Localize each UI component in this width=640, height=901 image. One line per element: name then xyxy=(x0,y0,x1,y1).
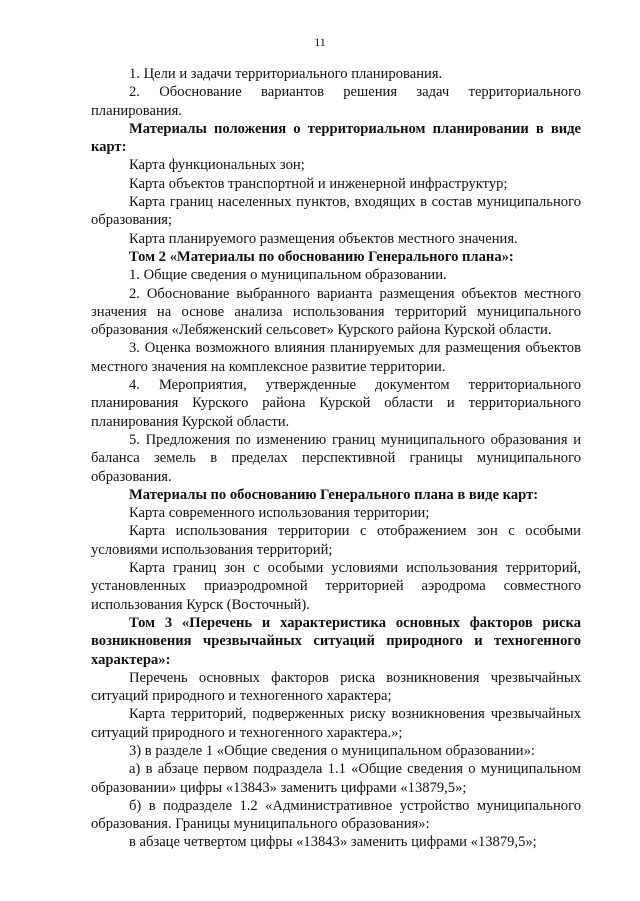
section-heading: Том 2 «Материалы по обоснованию Генерального плана»: xyxy=(129,248,514,265)
paragraph: Карта использования территории с отображением зон с особыми условиями использования территорий; xyxy=(91,523,581,558)
paragraph: Карта границ населенных пунктов, входящих в состав муниципального образования; xyxy=(91,194,581,229)
paragraph: б) в подразделе 1.2 «Административное устройство муниципального образования. Границы муниципального образования»: xyxy=(91,797,581,833)
paragraph: 3) в разделе 1 «Общие сведения о муниципальном образовании»: xyxy=(129,742,535,759)
paragraph: 5. Предложения по изменению границ муниципального образования и баланса земель в пределах перспективной границы муниципального образования. xyxy=(91,431,581,485)
page-number: 11 xyxy=(314,35,326,49)
section-heading: Том 3 «Перечень и характеристика основных факторов риска возникновения чрезвычайных ситуаций природного и техногенного характера»: xyxy=(91,614,581,668)
paragraph: в абзаце четвертом цифры «13843» заменить цифрами «13879,5»; xyxy=(129,834,537,851)
paragraph: Карта современного использования территории; xyxy=(129,505,430,522)
section-heading: Материалы положения о территориальном планировании в виде карт: xyxy=(91,120,581,156)
paragraph: Карта планируемого размещения объектов местного значения. xyxy=(129,230,518,247)
paragraph: 2. Обоснование вариантов решения задач территориального планирования. xyxy=(91,84,581,119)
paragraph: а) в абзаце первом подраздела 1.1 «Общие сведения о муниципальном образовании» цифры «13843» заменить цифрами «13879,5»; xyxy=(91,761,581,796)
paragraph: 3. Оценка возможного влияния планируемых для размещения объектов местного значения на комплексное развитие территории. xyxy=(91,340,581,375)
section-heading: Материалы по обоснованию Генерального плана в виде карт: xyxy=(129,486,539,503)
paragraph: 4. Мероприятия, утвержденные документом территориального планирования Курского района Курской области и территориального планирования Курской области. xyxy=(91,377,581,430)
paragraph: 2. Обоснование выбранного варианта размещения объектов местного значения на основе анализа использования территорий муниципального образования «Лебяженский сельсовет» Курского района Курской области. xyxy=(91,285,581,339)
paragraph: Карта границ зон с особыми условиями использования территорий, установленных приаэродромной территорией аэродрома совместного использования Курск (Восточный). xyxy=(91,560,581,613)
paragraph: Карта территорий, подверженных риску возникновения чрезвычайных ситуаций природного и техногенного характера.»; xyxy=(91,706,581,741)
paragraph: Перечень основных факторов риска возникновения чрезвычайных ситуаций природного и техногенного характера; xyxy=(91,669,581,705)
paragraph: 1. Цели и задачи территориального планирования. xyxy=(129,66,443,82)
document-body xyxy=(91,65,581,852)
paragraph: Карта объектов транспортной и инженерной инфраструктур; xyxy=(129,175,508,192)
paragraph: Карта функциональных зон; xyxy=(129,157,305,174)
paragraph: 1. Общие сведения о муниципальном образовании. xyxy=(129,267,447,284)
